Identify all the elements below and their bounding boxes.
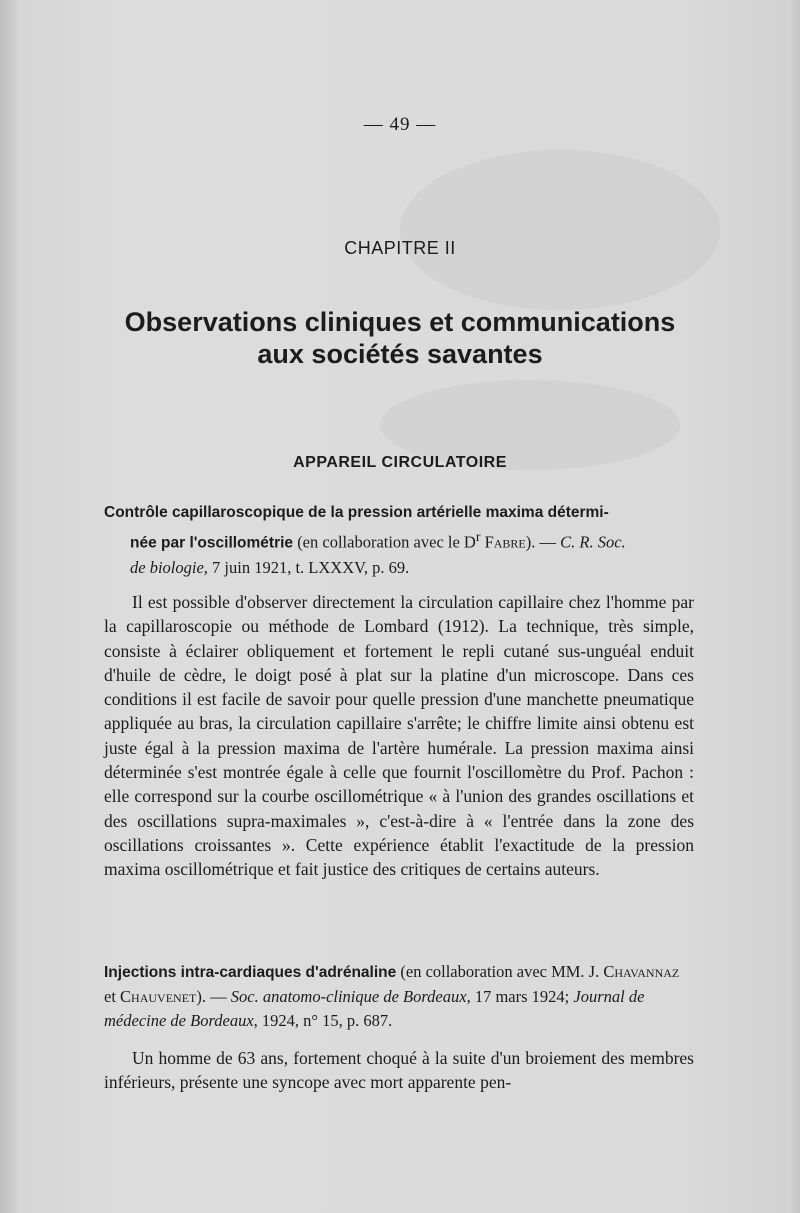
reference-collab: (en collaboration avec le D — [293, 532, 476, 552]
reference-author-1: Chavannaz — [603, 962, 680, 981]
reference-collab: (en collaboration avec MM. J. — [396, 962, 604, 981]
paragraph-text: Un homme de 63 ans, fortement choqué à la suite d'un broiement des membres inférieurs, présente une syncope avec mort apparente pen- — [104, 1048, 694, 1093]
page-title — [0, 306, 800, 370]
reference-details: , 1924, n° 15, p. 687. — [253, 1011, 393, 1030]
reference-entry-1 — [104, 500, 694, 580]
reference-continuation — [104, 525, 694, 580]
reference-author: Fabre — [480, 532, 526, 552]
reference-author-2: Chauvenet — [120, 987, 197, 1006]
reference-journal: C. R. Soc. — [560, 532, 626, 552]
chapter-heading: CHAPITRE II — [344, 238, 456, 258]
paragraph-text: Il est possible d'observer directement la circulation capillaire chez l'homme par la capillaroscopie ou méthode de Lombard (1912). La technique, très simple, consiste à éclairer obliquement et fortement le repli cutané sus-unguéal enduit d'huile de cèdre, le doigt posé à plat sur la platine d'un microscope. Dans ces conditions il est facile de savoir pour quelle pression d'une manchette pneumatique appliquée au bras, la circulation capillaire s'arrête; le chiffre limite ainsi obtenu est juste égal à la pression maxima de l'artère humérale. La pression maxima ainsi déterminée s'est montrée égale à celle que fournit l'oscillomètre du Prof. Pachon : elle correspond sur la courbe oscillométrique « à l'union des grandes oscillations et des oscillations supra-maximales », c'est-à-dire à « l'entrée dans la zone des oscillations croissantes ». Cette expérience établit l'exactitude de la pression maxima oscillométrique et fait justice des critiques de certains auteurs. — [104, 592, 694, 880]
reference-title-cont: née par l'oscillométrie — [130, 534, 294, 552]
reference-separator: ). — — [196, 987, 231, 1006]
reference-separator: ). — — [525, 532, 561, 552]
show-through-smudge — [400, 150, 720, 310]
body-paragraph-1 — [104, 590, 694, 882]
reference-journal-2: Journal de médecine de Bordeaux — [104, 987, 645, 1030]
reference-date: , 17 mars 1924; — [466, 987, 574, 1006]
section-heading: APPAREIL CIRCULATOIRE — [293, 454, 507, 471]
reference-entry-2 — [104, 960, 694, 1033]
reference-journal-cont: de biologie — [130, 557, 204, 577]
reference-title: Injections intra-cardiaques d'adrénaline — [104, 964, 397, 981]
reference-journal: Soc. anatomo-clinique de Bordeaux — [230, 987, 467, 1006]
title-line-1: Observations cliniques et communications — [124, 307, 676, 337]
body-paragraph-2 — [104, 1046, 694, 1095]
title-line-2: aux sociétés savantes — [257, 339, 543, 369]
page-number: — 49 — — [363, 114, 437, 135]
reference-and: et — [104, 987, 121, 1006]
reference-title: Contrôle capillaroscopique de la pression artérielle maxima détermi- — [104, 504, 609, 521]
reference-details: , 7 juin 1921, t. LXXXV, p. 69. — [203, 557, 410, 577]
reference-collab-sup: r — [475, 529, 481, 544]
